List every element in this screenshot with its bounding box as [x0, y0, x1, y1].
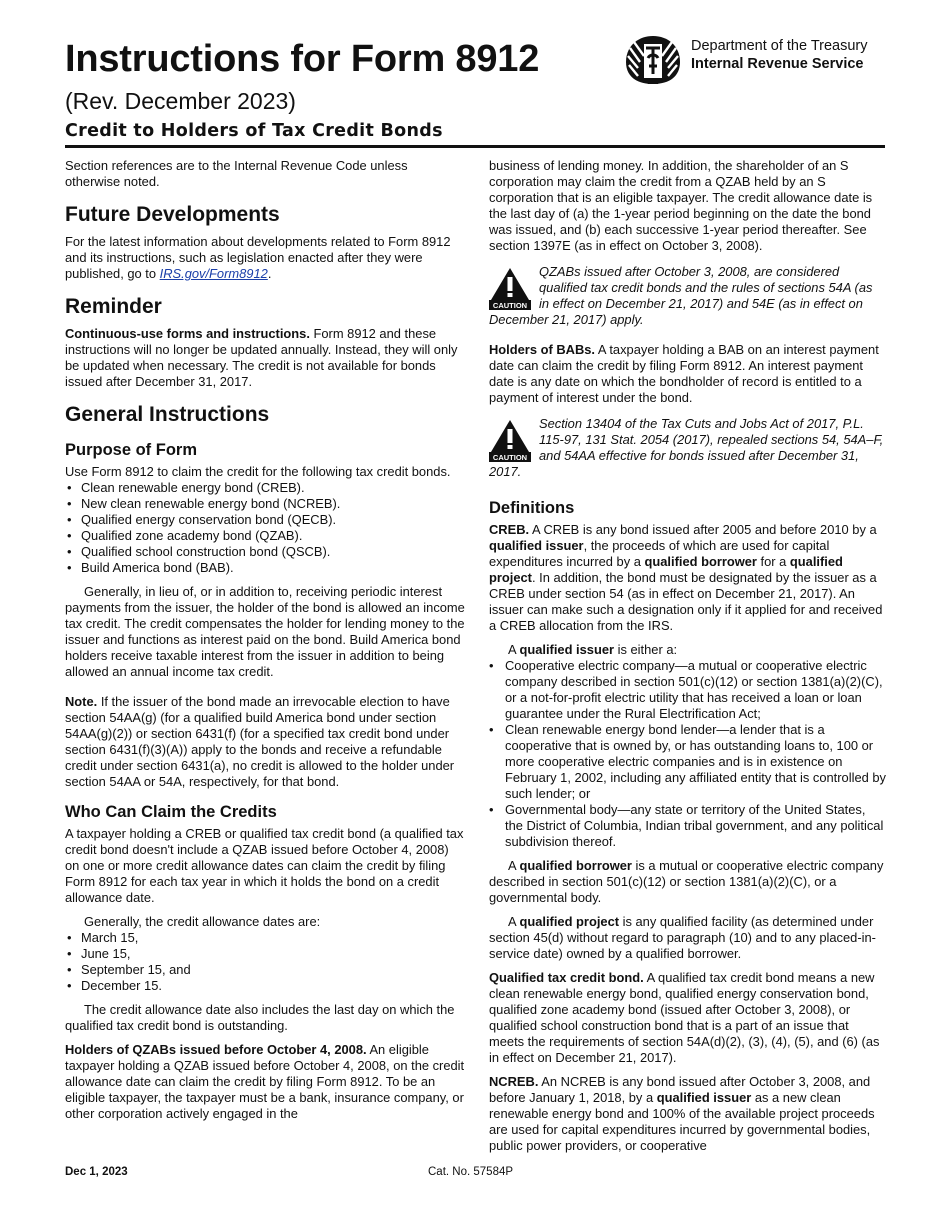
creb-definition: CREB. A CREB is any bond issued after 2005 and before 2010 by a qualified issuer, the proceeds of which are used for capital expenditures incurred by a qualified borrower for a qualified project. In addition, the bond must be designated by the issuer as a CREB under section 54 (as in effect on December 21, 2017). An issuer can make such a designation only if it applied for and received a CREB allocation from the IRS. — [489, 522, 883, 633]
reminder-text: Continuous-use forms and instructions. Form 8912 and these instructions will no longer be updated annually. Instead, they will only be updated when necessary. The credit is not available for bonds issued after December 31, 2017. — [65, 326, 458, 389]
list-item: • Governmental body—any state or territory of the United States, the District of Columbia, Indian tribal government, and any political subdivision thereof. — [489, 802, 886, 850]
header-divider — [65, 145, 885, 148]
caution-icon — [489, 266, 531, 310]
list-item: • Qualified energy conservation bond (QECB). — [65, 512, 465, 528]
list-item: • December 15. — [65, 978, 465, 994]
list-item: • New clean renewable energy bond (NCREB). — [65, 496, 465, 512]
agency-line-1: Department of the Treasury — [691, 38, 868, 54]
allowance-text: The credit allowance date also includes the last day on which the qualified tax credit bond is outstanding. — [65, 1002, 455, 1033]
list-item: • June 15, — [65, 946, 465, 962]
list-item: • Cooperative electric company—a mutual or cooperative electric company described in section 501(c)(12) or section 1381(a)(2)(C), or a not-for-profit electric utility that has received a loan or loan guarantee under the Rural Electrification Act; — [489, 658, 886, 722]
continued-text: business of lending money. In addition, the shareholder of an S corporation may claim the credit from a QZAB held by an S corporation that is an eligible taxpayer. The credit allowance date is the last day of (a) the 1-year period beginning on the date the bond was issued, and (b) each successive 1-year period thereafter. See section 1397E (as in effect on October 3, 2008). — [489, 158, 873, 253]
list-item: • Clean renewable energy bond (CREB). — [65, 480, 465, 496]
purpose-text: Use Form 8912 to claim the credit for the following tax credit bonds. — [65, 464, 451, 479]
ncreb-definition: NCREB. An NCREB is any bond issued after October 3, 2008, and before January 1, 2018, by a qualified issuer as a new clean renewable energy bond and 100% of the available project proceeds are used for capital expenditures incurred by governmental bodies, public power providers, or cooperative — [489, 1074, 875, 1153]
caution-note-1 — [489, 264, 886, 328]
intro-text: Section references are to the Internal Revenue Code unless otherwise noted. — [65, 158, 408, 189]
agency-name — [691, 37, 868, 73]
list-item: • September 15, and — [65, 962, 465, 978]
list-item: • Clean renewable energy bond lender—a lender that is a cooperative that is owned by, or has outstanding loans to, 100 or more cooperative electric companies and is in existence on February 1, 2002, including any affiliated entity that is controlled by such lender; or — [489, 722, 886, 802]
future-developments-heading: Future Developments — [65, 203, 280, 226]
catalog-number: Cat. No. 57584P — [428, 1166, 514, 1178]
irs-eagle-logo-icon — [622, 32, 684, 88]
list-item: • Qualified school construction bond (QSCB). — [65, 544, 465, 560]
qualified-borrower-text: A qualified borrower is a mutual or cooperative electric company described in section 501(c)(12) or section 1381(a)(2)(C), or a governmental body. — [489, 858, 884, 905]
revision-date: (Rev. December 2023) — [65, 88, 296, 114]
caution-icon — [489, 418, 531, 462]
qzab-text: Holders of QZABs issued before October 4, 2008. An eligible taxpayer holding a QZAB issued before October 4, 2008, on the credit allowance date can claim the credit by filing Form 8912. To be an eligible taxpayer, the taxpayer must be a bank, insurance company, or other corporation actively engaged in the — [65, 1042, 465, 1121]
reminder-heading: Reminder — [65, 295, 162, 318]
dates-intro: Generally, the credit allowance dates are: — [84, 914, 321, 929]
generally-text: Generally, in lieu of, or in addition to, receiving periodic interest payments from the issuer, the holder of the bond is allowed an income tax credit. The credit compensates the holder for lending money to the issuer and functions as interest paid on the bond. Build America bond holders receive taxable interest from the issuer in addition to being allowed an annual income tax credit. — [65, 584, 465, 679]
caution-label: CAUTION — [492, 453, 528, 462]
dates-list — [65, 930, 465, 994]
list-item: • Build America bond (BAB). — [65, 560, 465, 576]
bond-list — [65, 480, 465, 576]
qualified-project-text: A qualified project is any qualified facility (as determined under section 45(d) without regard to paragraph (10) and to any placed-in-service date) owned by a qualified borrower. — [489, 914, 876, 961]
who-can-claim-text: A taxpayer holding a CREB or qualified tax credit bond (a qualified tax credit bond doesn't include a QZAB issued before October 4, 2008) on one or more credit allowance dates can claim the credit by filing Form 8912 for each tax year in which it holds the bond on a credit allowance date. — [65, 826, 464, 905]
bab-text: Holders of BABs. A taxpayer holding a BAB on an interest payment date can claim the credit by filing Form 8912. An interest payment date is any date on which the bondholder of record is entitled to a payment of interest under the bond. — [489, 342, 879, 405]
left-column — [65, 158, 465, 1122]
caution-text-2: Section 13404 of the Tax Cuts and Jobs Act of 2017, P.L. 115-97, 131 Stat. 2054 (2017), repealed sections 54, 54A–F, and 54AA effective for bonds issued after December 31, 2017. — [489, 416, 884, 479]
footer-date: Dec 1, 2023 — [65, 1166, 128, 1178]
who-can-claim-heading: Who Can Claim the Credits — [65, 803, 277, 821]
right-column — [489, 158, 886, 1154]
qualified-issuer-list — [489, 658, 886, 850]
agency-line-2: Internal Revenue Service — [691, 56, 864, 72]
qualified-issuer-text: A qualified issuer is either a: — [508, 642, 678, 657]
caution-label: CAUTION — [492, 301, 528, 310]
qualified-tax-credit-bond-text: Qualified tax credit bond. A qualified tax credit bond means a new clean renewable energy bond, qualified energy conservation bond, qualified zone academy bond (issued after October 3, 2008), or qualified school construction bond that is a part of an issue that meets the requirements of section 54A(d)(2), (3), (4), (5), and (6) (as in effect on December 21, 2017). — [489, 970, 880, 1065]
definitions-heading: Definitions — [489, 499, 575, 517]
page-subtitle: Credit to Holders of Tax Credit Bonds — [65, 121, 443, 141]
future-developments-text: For the latest information about developments related to Form 8912 and its instructions, such as legislation enacted after they were published, go to IRS.gov/Form8912. — [65, 234, 451, 281]
list-item: • Qualified zone academy bond (QZAB). — [65, 528, 465, 544]
caution-note-2 — [489, 416, 886, 480]
general-instructions-heading: General Instructions — [65, 403, 270, 426]
caution-text-1: QZABs issued after October 3, 2008, are considered qualified tax credit bonds and the rules of sections 54A (as in effect on December 21, 2017) and 54E (as in effect on December 21, 2017) apply. — [489, 264, 873, 327]
list-item: • March 15, — [65, 930, 465, 946]
irs-form8912-link[interactable]: IRS.gov/Form8912 — [159, 266, 268, 281]
purpose-heading: Purpose of Form — [65, 441, 198, 459]
note-text: Note. If the issuer of the bond made an irrevocable election to have section 54AA(g) (for a qualified build America bond under section 54AA(g)(2)) or section 6431(f) (for a specified tax credit bond under section 6431(f)(3)(A)) apply to the bonds and receive a refundable credit under section 6431(a), no credit is allowed to the holder under section 54AA or 54A, respectively, for that bond. — [65, 694, 455, 789]
page-title: Instructions for Form 8912 — [65, 38, 540, 80]
